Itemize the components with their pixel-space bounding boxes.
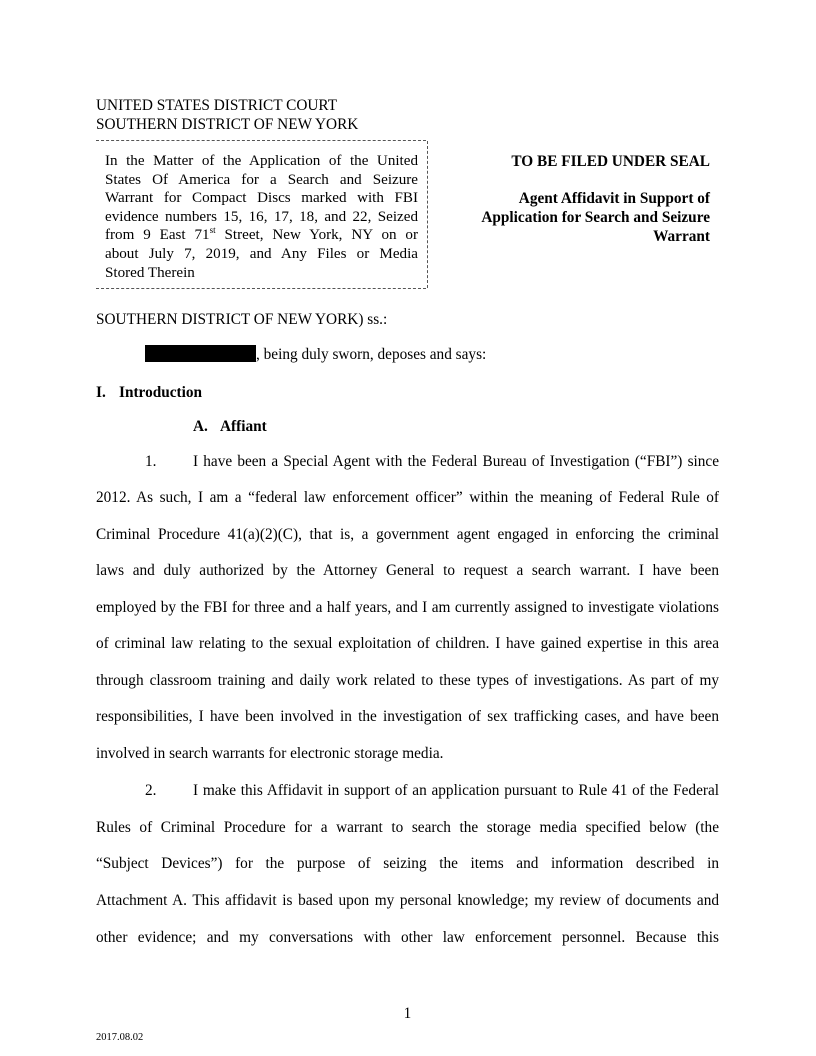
case-caption xyxy=(105,152,418,282)
version-stamp: 2017.08.02 xyxy=(96,1032,144,1043)
paragraph-line: of criminal law relating to the sexual exploitation of children. I have gained expertise in this area xyxy=(96,635,719,652)
case-caption-divider xyxy=(427,141,428,288)
affidavit-title-line: Warrant xyxy=(653,228,710,245)
subsection-number: A. xyxy=(193,418,208,435)
venue-line: SOUTHERN DISTRICT OF NEW YORK) ss.: xyxy=(96,311,388,328)
court-name: UNITED STATES DISTRICT COURT xyxy=(96,97,338,114)
paragraph-line: laws and duly authorized by the Attorney General to request a search warrant. I have been xyxy=(96,562,719,579)
paragraph-line: employed by the FBI for three and a half years, and I am currently assigned to investigate violations xyxy=(96,599,719,616)
section-title: Introduction xyxy=(119,384,203,401)
court-district: SOUTHERN DISTRICT OF NEW YORK xyxy=(96,116,359,133)
sworn-statement xyxy=(145,345,486,364)
paragraph-text: I have been a Special Agent with the Federal Bureau of Investigation (“FBI”) since xyxy=(193,453,719,470)
paragraph-line: 2012. As such, I am a “federal law enforcement officer” within the meaning of Federal Rule of xyxy=(96,489,719,506)
paragraph-line: involved in search warrants for electronic storage media. xyxy=(96,745,444,762)
subsection-title: Affiant xyxy=(220,418,267,435)
section-heading-introduction xyxy=(96,384,202,402)
seal-notice: TO BE FILED UNDER SEAL xyxy=(511,153,710,170)
caption-fragment: from 9 East 71 xyxy=(105,227,210,244)
court-heading xyxy=(96,96,358,134)
paragraph-line xyxy=(96,453,719,471)
section-number: I. xyxy=(96,384,106,401)
paragraph-number: 2. xyxy=(145,782,157,799)
affidavit-title-line: Application for Search and Seizure xyxy=(481,209,710,226)
caption-line: States Of America for a Search and Seizure xyxy=(105,171,418,188)
paragraph-number: 1. xyxy=(145,453,157,470)
caption-line xyxy=(105,226,418,245)
paragraph-line: responsibilities, I have been involved in the investigation of sex trafficking cases, and have been xyxy=(96,708,719,725)
caption-line: In the Matter of the Application of the United xyxy=(105,153,418,169)
paragraph-line: Criminal Procedure 41(a)(2)(C), that is, a government agent engaged in enforcing the criminal xyxy=(96,526,719,543)
caption-fragment: Street, New York, NY on or xyxy=(215,227,418,244)
caption-line: evidence numbers 15, 16, 17, 18, and 22, Seized xyxy=(105,208,418,225)
redacted-name-block xyxy=(145,345,256,362)
paragraph-line: Attachment A. This affidavit is based upon my personal knowledge; my review of documents and xyxy=(96,892,719,909)
paragraph-line: Rules of Criminal Procedure for a warrant to search the storage media specified below (the xyxy=(96,819,719,836)
paragraph-line: through classroom training and daily work related to these types of investigations. As part of my xyxy=(96,672,719,689)
paragraph-line: “Subject Devices”) for the purpose of seizing the items and information described in xyxy=(96,855,719,872)
affidavit-title xyxy=(460,189,710,246)
affidavit-title-line: Agent Affidavit in Support of xyxy=(518,190,710,207)
paragraph-line: other evidence; and my conversations with other law enforcement personnel. Because this xyxy=(96,929,719,946)
caption-line: Warrant for Compact Discs marked with FBI xyxy=(105,190,418,207)
subsection-heading-affiant xyxy=(193,418,267,436)
caption-line: Stored Therein xyxy=(105,264,195,281)
sworn-text: , being duly sworn, deposes and says: xyxy=(256,346,487,363)
caption-superscript: st xyxy=(209,225,216,236)
page-number: 1 xyxy=(403,1005,412,1022)
paragraph-line xyxy=(96,782,719,800)
caption-line: about July 7, 2019, and Any Files or Media xyxy=(105,245,418,262)
paragraph-text: I make this Affidavit in support of an application pursuant to Rule 41 of the Federal xyxy=(193,782,719,799)
